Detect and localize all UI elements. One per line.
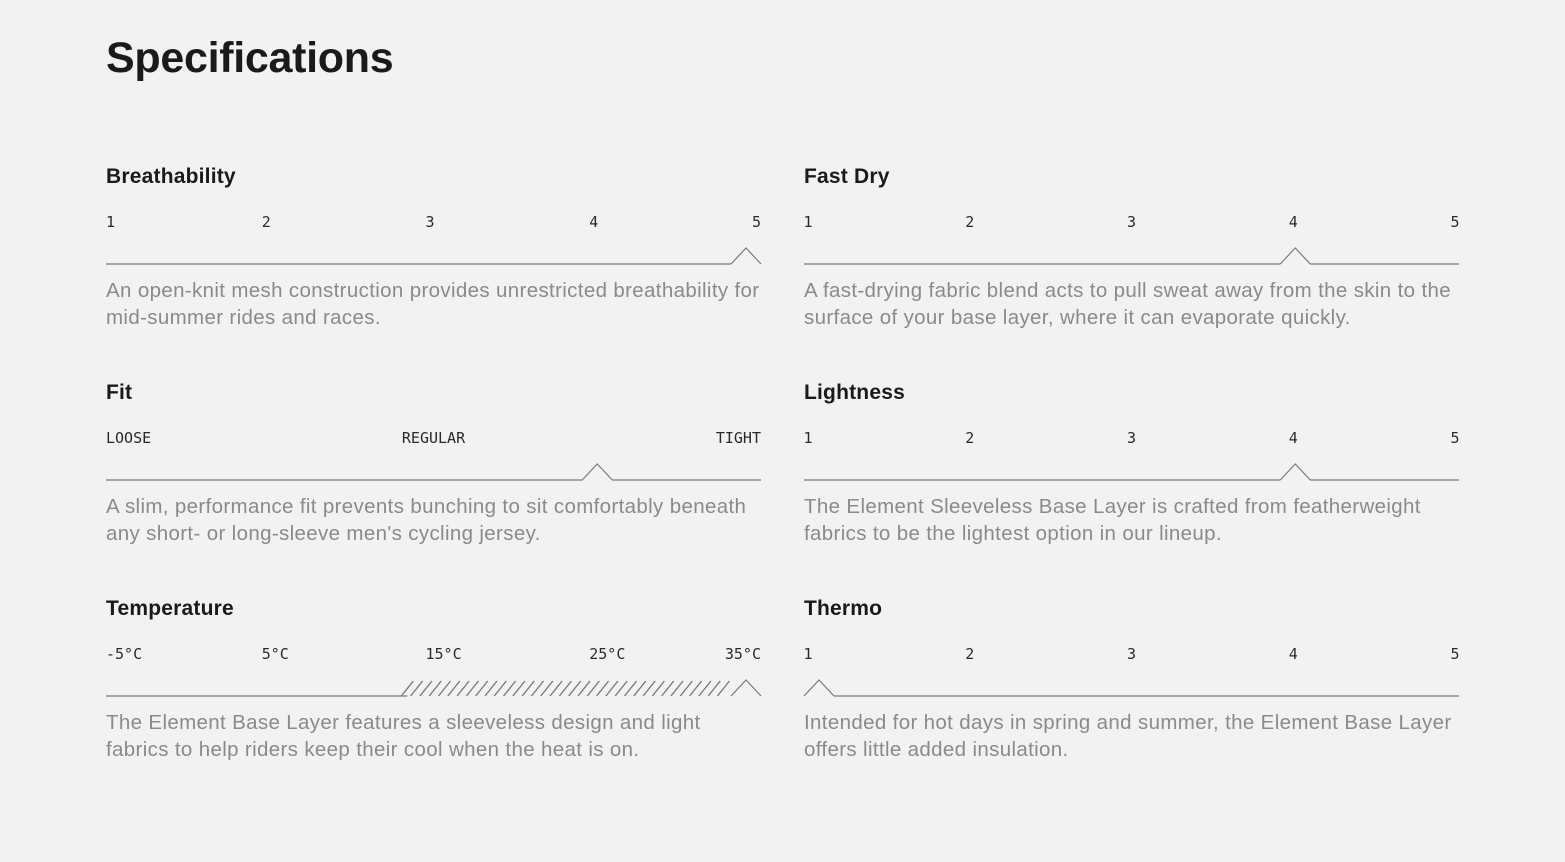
rating-marker xyxy=(731,680,761,696)
scale-tick-label: 2 xyxy=(965,213,975,231)
page-title: Specifications xyxy=(106,34,394,82)
scale-tick-label: 2 xyxy=(965,429,975,447)
scale-tick-label: 1 xyxy=(106,213,116,231)
scale-tick-labels xyxy=(106,212,761,232)
rating-scale xyxy=(106,462,761,482)
scale-tick-label: 5 xyxy=(1450,429,1460,447)
scale-tick-label: LOOSE xyxy=(106,429,152,447)
scale-tick-label: 5 xyxy=(751,213,761,231)
scale-tick-label: 5 xyxy=(1450,213,1460,231)
scale-tick-label: 3 xyxy=(1126,213,1137,231)
rating-marker xyxy=(731,248,761,264)
scale-tick-label: 4 xyxy=(589,213,599,231)
rating-scale xyxy=(106,678,761,698)
rating-marker xyxy=(804,680,834,696)
scale-tick-label: 2 xyxy=(261,213,271,231)
spec-description: An open-knit mesh construction provides unrestricted breathability for mid-summer rides and races. xyxy=(106,279,760,329)
scale-tick-label: 5°C xyxy=(261,645,289,663)
scale-tick-label: 35°C xyxy=(724,645,761,663)
rating-scale xyxy=(804,678,1459,698)
temperature-range-hatch xyxy=(401,681,729,696)
scale-tick-label: 3 xyxy=(1126,429,1137,447)
spec-title: Temperature xyxy=(106,597,234,620)
rating-scale xyxy=(804,246,1459,266)
scale-tick-label: TIGHT xyxy=(715,429,761,447)
scale-tick-label: 5 xyxy=(1450,645,1460,663)
scale-tick-label: 4 xyxy=(1288,645,1298,663)
rating-marker xyxy=(582,464,612,480)
spec-title: Fit xyxy=(106,381,133,404)
scale-tick-label: 2 xyxy=(965,645,975,663)
scale-tick-label: 1 xyxy=(803,213,813,231)
rating-scale xyxy=(106,246,761,266)
scale-tick-label: 4 xyxy=(1288,429,1298,447)
spec-description: Intended for hot days in spring and summer, the Element Base Layer offers little added insulation. xyxy=(804,711,1452,761)
scale-tick-labels xyxy=(804,644,1459,664)
spec-title: Breathability xyxy=(106,165,236,188)
scale-tick-label: -5°C xyxy=(106,645,143,663)
scale-tick-labels xyxy=(106,428,761,448)
scale-tick-label: 3 xyxy=(1126,645,1137,663)
scale-tick-labels xyxy=(106,644,761,664)
spec-description: The Element Sleeveless Base Layer is crafted from featherweight fabrics to be the lightest option in our lineup. xyxy=(804,495,1421,545)
scale-tick-label: 15°C xyxy=(425,645,462,663)
spec-description: A slim, performance fit prevents bunching to sit comfortably beneath any short- or long-sleeve men's cycling jersey. xyxy=(106,495,747,545)
rating-marker xyxy=(1280,248,1310,264)
spec-description: A fast-drying fabric blend acts to pull sweat away from the skin to the surface of your base layer, where it can evaporate quickly. xyxy=(804,279,1451,329)
rating-scale xyxy=(804,462,1459,482)
scale-tick-labels xyxy=(804,212,1459,232)
scale-tick-label: 4 xyxy=(1288,213,1298,231)
scale-tick-labels xyxy=(804,428,1459,448)
scale-tick-label: REGULAR xyxy=(401,429,466,447)
spec-title: Lightness xyxy=(804,381,905,404)
scale-tick-label: 1 xyxy=(803,429,813,447)
spec-title: Fast Dry xyxy=(804,165,890,188)
scale-tick-label: 25°C xyxy=(589,645,626,663)
scale-tick-label: 1 xyxy=(803,645,813,663)
rating-marker xyxy=(1280,464,1310,480)
spec-title: Thermo xyxy=(804,597,883,620)
spec-description: The Element Base Layer features a sleeveless design and light fabrics to help riders keep their cool when the heat is on. xyxy=(106,711,701,761)
scale-tick-label: 3 xyxy=(425,213,435,231)
